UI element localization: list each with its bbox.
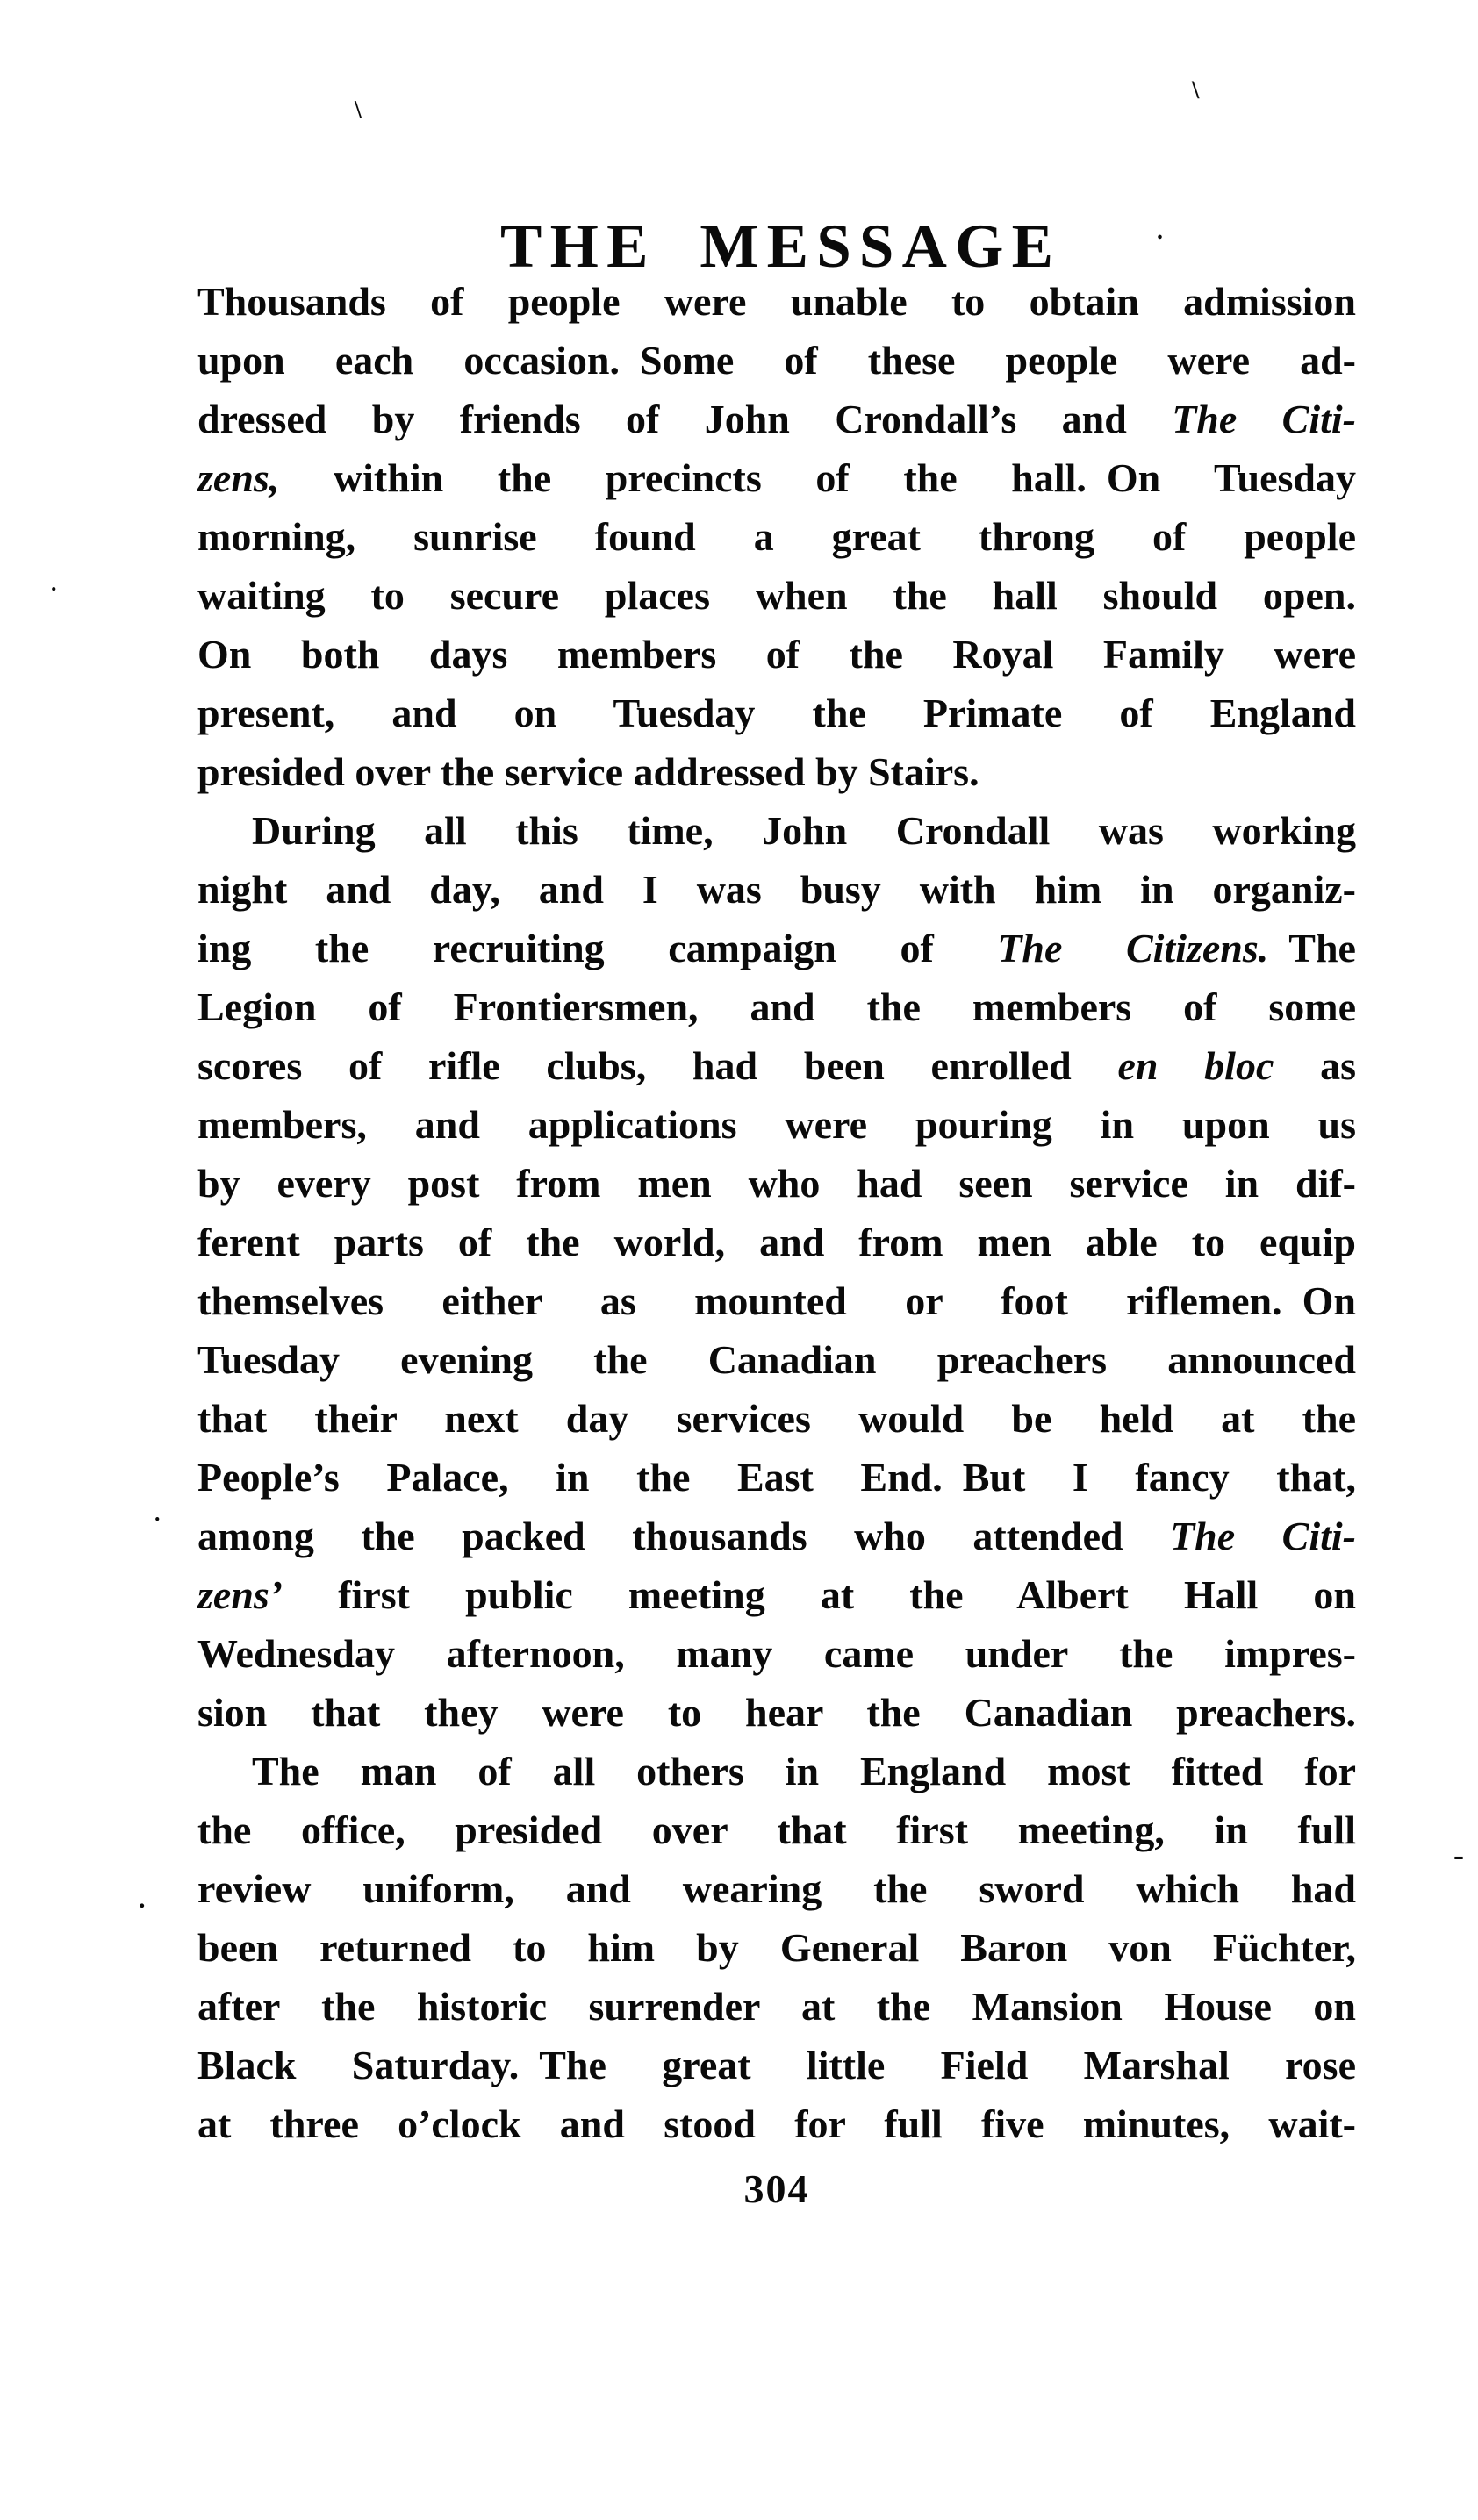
text-line bbox=[197, 2094, 1356, 2153]
paragraph bbox=[197, 272, 1356, 801]
text-segment: On both days members of the Royal Family were bbox=[197, 632, 1356, 677]
scan-speck: - bbox=[1453, 1837, 1464, 1872]
text-segment: Wednesday afternoon, many came under the impres- bbox=[197, 1631, 1356, 1676]
text-segment: at three o’clock and stood for full five minutes, wait- bbox=[197, 2101, 1356, 2146]
text-line bbox=[197, 507, 1356, 566]
page-number: 304 bbox=[743, 2166, 810, 2211]
text-line bbox=[197, 1742, 1356, 1801]
text-segment: Legion of Frontiersmen, and the members of some bbox=[197, 984, 1356, 1029]
text-line bbox=[197, 1330, 1356, 1389]
text-segment: that their next day services would be held at the bbox=[197, 1396, 1356, 1441]
text-segment: presided over the service addressed by Stairs. bbox=[197, 749, 979, 794]
text-segment: dressed by friends of John Crondall’s and bbox=[197, 397, 1173, 441]
text-segment: within the precincts of the hall. On Tuesday bbox=[279, 455, 1356, 500]
text-segment-italic: The Citizens. bbox=[997, 926, 1269, 970]
text-line bbox=[197, 1507, 1356, 1565]
text-segment-italic: The Citi- bbox=[1172, 397, 1356, 441]
scan-speck: . bbox=[51, 570, 57, 596]
text-line bbox=[197, 1448, 1356, 1507]
text-line bbox=[197, 566, 1356, 625]
text-line bbox=[197, 272, 1356, 331]
text-line bbox=[197, 331, 1356, 390]
text-line bbox=[197, 1565, 1356, 1624]
text-line bbox=[197, 625, 1356, 684]
scan-speck: . bbox=[1157, 218, 1163, 245]
text-segment: ing the recruiting campaign of bbox=[197, 926, 998, 970]
text-segment-italic: zens’ bbox=[197, 1572, 283, 1617]
text-segment: after the historic surrender at the Mansion House on bbox=[197, 1984, 1356, 2029]
text-segment-italic: en bloc bbox=[1117, 1043, 1274, 1088]
scan-speck: \ bbox=[355, 97, 362, 124]
text-segment: Thousands of people were unable to obtain admission bbox=[197, 279, 1356, 324]
text-segment: Tuesday evening the Canadian preachers announced bbox=[197, 1337, 1356, 1382]
text-block bbox=[197, 272, 1356, 2153]
text-segment: night and day, and I was busy with him in organiz- bbox=[197, 867, 1356, 912]
text-segment: During all this time, John Crondall was working bbox=[252, 808, 1356, 853]
text-line bbox=[197, 1213, 1356, 1271]
text-line bbox=[197, 1918, 1356, 1977]
text-segment: review uniform, and wearing the sword which had bbox=[197, 1866, 1356, 1911]
paragraph bbox=[197, 1742, 1356, 2153]
text-line bbox=[197, 919, 1356, 977]
text-line bbox=[197, 1095, 1356, 1154]
text-segment: morning, sunrise found a great throng of people bbox=[197, 514, 1356, 559]
text-line bbox=[197, 390, 1356, 448]
text-segment-italic: The Citi- bbox=[1170, 1514, 1356, 1558]
text-line bbox=[197, 1036, 1356, 1095]
page-title: THE MESSAGE bbox=[500, 211, 1062, 281]
text-line bbox=[197, 2036, 1356, 2094]
text-segment: by every post from men who had seen service in dif- bbox=[197, 1161, 1356, 1206]
text-segment: among the packed thousands who attended bbox=[197, 1514, 1171, 1558]
text-segment: first public meeting at the Albert Hall on bbox=[283, 1572, 1356, 1617]
scan-speck: \ bbox=[1192, 75, 1200, 104]
text-line bbox=[197, 1389, 1356, 1448]
text-segment: waiting to secure places when the hall should open. bbox=[197, 573, 1356, 618]
text-segment: members, and applications were pouring in upon us bbox=[197, 1102, 1356, 1147]
text-segment: themselves either as mounted or foot riflemen. On bbox=[197, 1278, 1356, 1323]
scan-speck: . bbox=[154, 1500, 161, 1526]
text-segment-italic: zens, bbox=[197, 455, 280, 500]
text-line bbox=[197, 860, 1356, 919]
paragraph bbox=[197, 801, 1356, 1742]
text-line bbox=[197, 1154, 1356, 1213]
text-segment: upon each occasion. Some of these people were ad- bbox=[197, 338, 1356, 383]
text-line bbox=[197, 1624, 1356, 1683]
text-line bbox=[197, 1683, 1356, 1742]
text-line bbox=[197, 1801, 1356, 1859]
text-segment: The bbox=[1268, 926, 1356, 970]
text-segment: ferent parts of the world, and from men able to equip bbox=[197, 1220, 1356, 1264]
text-segment: present, and on Tuesday the Primate of England bbox=[197, 691, 1356, 735]
text-segment: The man of all others in England most fitted for bbox=[252, 1749, 1356, 1793]
text-line bbox=[197, 1859, 1356, 1918]
text-segment: Black Saturday. The great little Field Marshal rose bbox=[197, 2043, 1356, 2087]
scan-speck: . bbox=[139, 1885, 146, 1914]
text-line bbox=[197, 977, 1356, 1036]
text-line bbox=[197, 742, 1356, 801]
text-line bbox=[197, 1271, 1356, 1330]
text-segment: People’s Palace, in the East End. But I fancy that, bbox=[197, 1455, 1356, 1500]
text-line bbox=[197, 1977, 1356, 2036]
text-line bbox=[197, 448, 1356, 507]
text-segment: as bbox=[1274, 1043, 1356, 1088]
text-segment: sion that they were to hear the Canadian preachers. bbox=[197, 1690, 1356, 1735]
text-segment: the office, presided over that first meeting, in full bbox=[197, 1808, 1356, 1852]
text-line bbox=[197, 801, 1356, 860]
text-segment: scores of rifle clubs, had been enrolled bbox=[197, 1043, 1118, 1088]
text-line bbox=[197, 684, 1356, 742]
text-segment: been returned to him by General Baron von Füchter, bbox=[197, 1925, 1356, 1970]
